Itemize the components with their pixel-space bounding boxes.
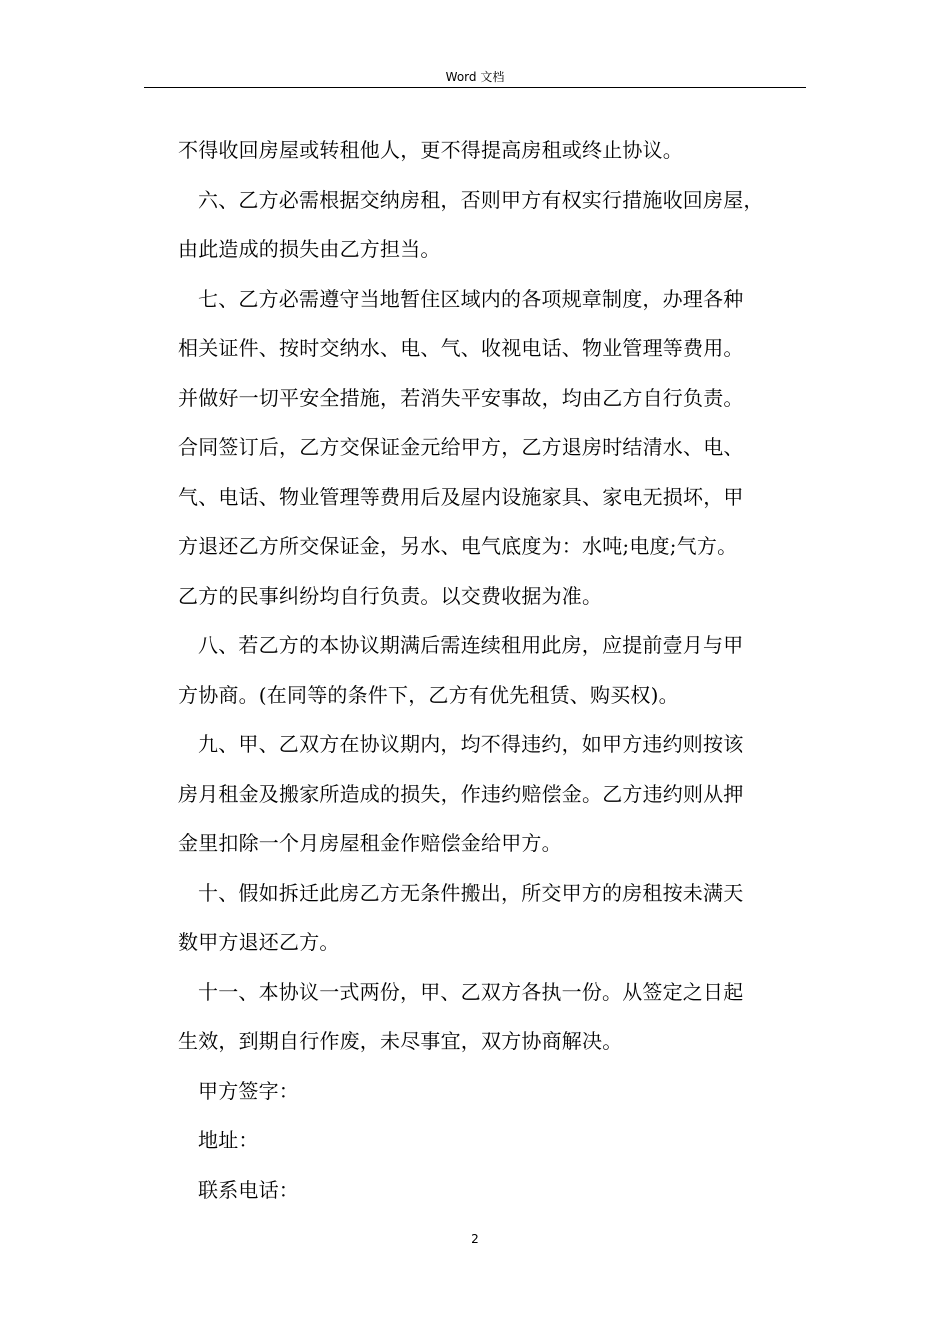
body-line: 气、电话、物业管理等费用后及屋内设施家具、家电无损坏，甲 <box>178 484 744 509</box>
page-number: 2 <box>471 1232 479 1246</box>
body-line: 不得收回房屋或转租他人，更不得提高房租或终止协议。 <box>178 138 683 162</box>
body-line: 房月租金及搬家所造成的损失，作违约赔偿金。乙方违约则从押 <box>178 781 744 806</box>
body-line: 八、若乙方的本协议期满后需连续租用此房，应提前壹月与甲 <box>198 633 744 657</box>
body-line: 合同签订后，乙方交保证金元给甲方，乙方退房时结清水、电、 <box>178 435 744 459</box>
body-line: 方协商。(在同等的条件下，乙方有优先租赁、购买权)。 <box>178 682 679 707</box>
address-label: 地址： <box>198 1128 259 1152</box>
body-line: 金里扣除一个月房屋租金作赔偿金给甲方。 <box>178 831 562 855</box>
body-line: 十、假如拆迁此房乙方无条件搬出，所交甲方的房租按未满天 <box>198 880 744 905</box>
body-line: 乙方的民事纠纷均自行负责。以交费收据为准。 <box>178 583 603 608</box>
body-line: 十一、本协议一式两份，甲、乙双方各执一份。从签定之日起 <box>198 979 744 1004</box>
body-line: 方退还乙方所交保证金，另水、电气底度为：水吨;电度;气方。 <box>178 534 738 558</box>
body-line: 六、乙方必需根据交纳房租，否则甲方有权实行措施收回房屋， <box>198 187 764 212</box>
body-line: 并做好一切平安全措施，若消失平安事故，均由乙方自行负责。 <box>178 385 744 410</box>
signature-party-a-label: 甲方签字： <box>198 1078 299 1103</box>
body-line: 生效，到期自行作废，未尽事宜，双方协商解决。 <box>178 1029 623 1053</box>
contact-phone-label: 联系电话： <box>198 1177 299 1202</box>
body-line: 七、乙方必需遵守当地暂住区域内的各项规章制度，办理各种 <box>198 286 744 311</box>
body-line: 数甲方退还乙方。 <box>178 930 340 954</box>
header-divider <box>144 87 806 88</box>
document-body <box>178 126 808 1215</box>
body-line: 由此造成的损失由乙方担当。 <box>178 237 441 261</box>
body-line: 九、甲、乙双方在协议期内，均不得违约，如甲方违约则按该 <box>198 732 744 756</box>
page-header-title: Word 文档 <box>445 70 505 84</box>
body-line: 相关证件、按时交纳水、电、气、收视电话、物业管理等费用。 <box>178 336 744 360</box>
